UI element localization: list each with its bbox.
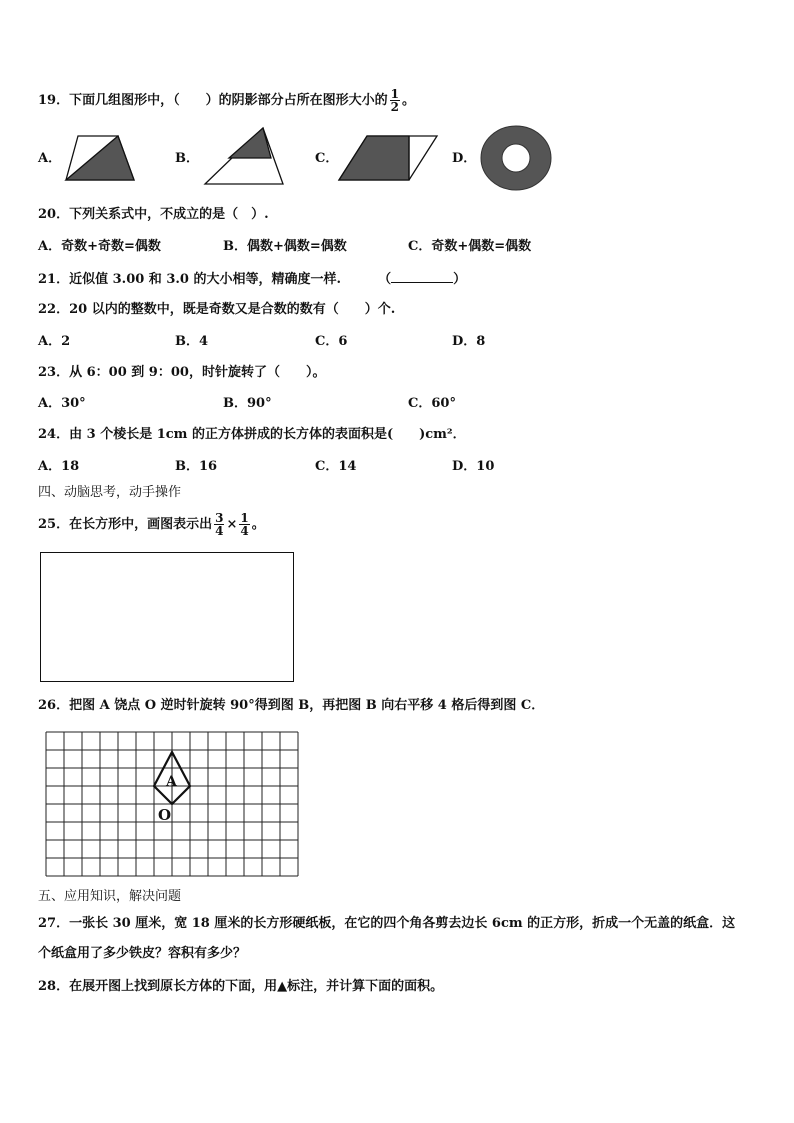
q22-option-a[interactable]: A．2 — [38, 334, 71, 349]
q25-times-sign: × — [226, 517, 238, 532]
q19-option-c-label[interactable]: C． — [315, 151, 339, 166]
q19-number: 19． — [38, 93, 70, 108]
q19-option-a-label[interactable]: A． — [38, 151, 62, 166]
q25-f2-num: 1 — [240, 511, 249, 525]
q25-period: 。 — [251, 517, 265, 532]
q26-stem: 26．把图 A 饶点 O 逆时针旋转 90°得到图 B，再把图 B 向右平移 4 格后得到图 C． — [38, 698, 545, 713]
q27-line-2: 个纸盒用了多少铁皮？容积有多少？ — [38, 946, 247, 961]
q24-stem: 24．由 3 个棱长是 1cm 的正方体拼成的长方体的表面积是( )cm²． — [38, 427, 466, 442]
q25-stem — [38, 512, 265, 537]
q27-line-1: 27．一张长 30 厘米，宽 18 厘米的长方形硬纸板，在它的四个角各剪去边长 6cm 的正方形，折成一个无盖的纸盒．这 — [38, 916, 736, 931]
q23-option-a[interactable]: A．30° — [38, 396, 86, 411]
q22-option-c[interactable]: C．6 — [315, 334, 348, 349]
q23-option-b[interactable]: B．90° — [223, 396, 272, 411]
q25-drawing-rectangle[interactable] — [40, 552, 294, 682]
q24-option-b[interactable]: B．16 — [175, 459, 218, 474]
q24-option-a[interactable]: A．18 — [38, 459, 80, 474]
section-4-heading: 四、动脑思考，动手操作 — [38, 485, 182, 500]
q25-f1-num: 3 — [215, 511, 224, 525]
q19-figure-b — [203, 126, 289, 188]
q21-answer-blank[interactable] — [391, 270, 453, 283]
q19-option-b-label[interactable]: B． — [175, 151, 199, 166]
q19-figure-c — [337, 134, 441, 184]
q19-text: 下面几组图形中，（ ）的阴影部分占所在图形大小的 — [69, 93, 388, 108]
q21-stem — [38, 270, 466, 289]
q20-option-a[interactable]: A．奇数+奇数=偶数 — [38, 239, 161, 254]
q19-figure-a — [62, 134, 140, 184]
q19-period: 。 — [401, 93, 415, 108]
q25-fraction-1 — [214, 512, 224, 537]
q22-option-d[interactable]: D．8 — [452, 334, 486, 349]
q25-fraction-2 — [239, 512, 249, 537]
q19-frac-den: 2 — [390, 100, 399, 114]
q25-f2-den: 4 — [240, 524, 249, 538]
q28-stem: 28．在展开图上找到原长方体的下面，用▲标注，并计算下面的面积。 — [38, 979, 444, 994]
q19-stem — [38, 88, 415, 113]
q19-figure-d — [480, 125, 554, 191]
q23-stem: 23．从 6：00 到 9：00，时针旋转了（ ）。 — [38, 365, 326, 380]
q19-option-d-label[interactable]: D． — [452, 151, 477, 166]
q20-option-b[interactable]: B．偶数+偶数=偶数 — [223, 239, 347, 254]
q22-stem: 22．20 以内的整数中，既是奇数又是合数的数有（ ）个. — [38, 302, 396, 317]
section-5-heading: 五、应用知识，解决问题 — [38, 889, 182, 904]
q21-paren-close: ） — [453, 272, 467, 287]
q20-stem: 20．下列关系式中，不成立的是（ ）. — [38, 207, 269, 222]
q23-option-c[interactable]: C．60° — [408, 396, 456, 411]
q24-option-c[interactable]: C．14 — [315, 459, 357, 474]
q26-label-o: O — [158, 806, 172, 824]
q19-fraction — [390, 88, 400, 113]
q25-f1-den: 4 — [215, 524, 224, 538]
q21-paren-open: （ — [378, 272, 392, 287]
q20-option-c[interactable]: C．奇数+偶数=偶数 — [408, 239, 532, 254]
q26-label-a: A — [166, 774, 177, 790]
q22-option-b[interactable]: B．4 — [175, 334, 209, 349]
q19-frac-num: 1 — [390, 87, 399, 101]
q21-text: 21．近似值 3.00 和 3.0 的大小相等，精确度一样. — [38, 272, 341, 287]
q25-text: 25．在长方形中，画图表示出 — [38, 517, 213, 532]
q24-option-d[interactable]: D．10 — [452, 459, 495, 474]
